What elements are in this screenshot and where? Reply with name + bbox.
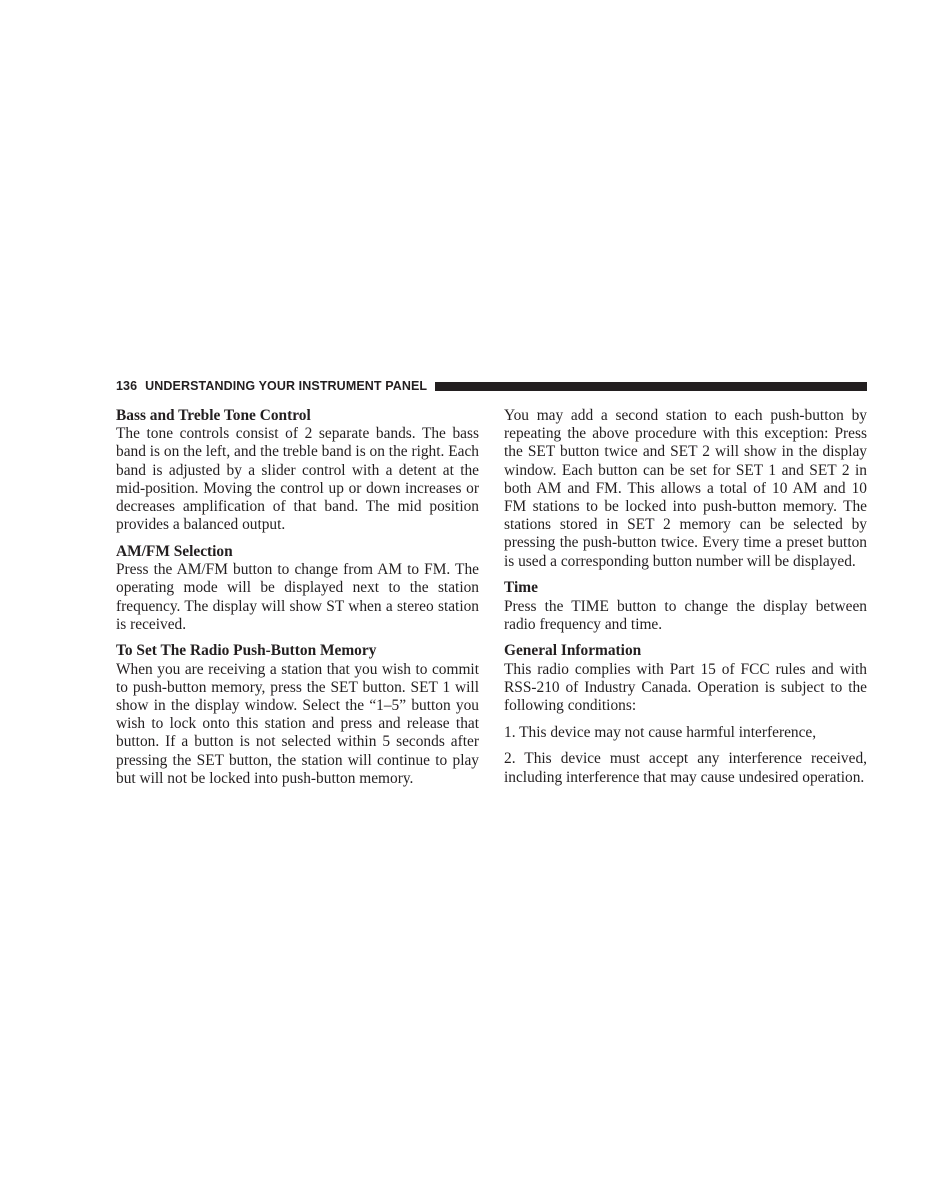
section-amfm: [116, 543, 479, 634]
section-time: [504, 579, 867, 634]
heading-amfm: AM/FM Selection: [116, 542, 233, 560]
paragraph-amfm: Press the AM/FM button to change from AM to FM. The operating mode will be displayed next to the station frequency. The display will show ST when a stereo station is received.: [116, 561, 479, 633]
page-header: [116, 378, 867, 394]
heading-general: General Information: [504, 642, 642, 660]
section-title: UNDERSTANDING YOUR INSTRUMENT PANEL: [145, 379, 428, 393]
header-rule: [435, 382, 867, 391]
paragraph-set-memory: When you are receiving a station that you wish to commit to push-button memory, press the SET button. SET 1 will show in the display window. Select the “1–5” button you wish to lock onto this station and press and release that button. If a button is not selected within 5 seconds after pressing the SET button, the station will continue to play but will not be locked into push-button memory.: [116, 660, 479, 787]
heading-time: Time: [504, 579, 538, 597]
right-column: [504, 407, 867, 795]
page-number: 136: [116, 379, 138, 393]
section-second-station: [504, 407, 867, 571]
section-general: [504, 642, 867, 715]
heading-bass-treble: Bass and Treble Tone Control: [116, 407, 311, 424]
paragraph-second-station: You may add a second station to each push-button by repeating the above procedure with this exception: Press the SET button twice and SET 2 will show in the display window. Each button can be set for SET 1 and SET 2 in both AM and FM. This allows a total of 10 AM and 10 FM stations to be locked into push-button memory. The stations stored in SET 2 memory can be selected by pressing the push-button twice. Every time a preset button is used a corresponding button number will be displayed.: [504, 407, 867, 570]
heading-set-memory: To Set The Radio Push-Button Memory: [116, 642, 377, 660]
paragraph-time: Press the TIME button to change the display between radio frequency and time.: [504, 597, 867, 633]
section-set-memory: [116, 642, 479, 788]
section-bass-treble: [116, 407, 479, 534]
paragraph-bass-treble: The tone controls consist of 2 separate bands. The bass band is on the left, and the treble band is on the right. Each band is adjusted by a slider control with a detent at the mid-position. Moving the control up or down increases or decreases amplification of that band. The mid position provides a balanced output.: [116, 425, 479, 534]
paragraph-general: This radio complies with Part 15 of FCC rules and with RSS-210 of Industry Canada. Operation is subject to the following conditions:: [504, 660, 867, 715]
list-item: 1. This device may not cause harmful interference,: [504, 723, 817, 741]
left-column: [116, 407, 479, 797]
list-item: 2. This device must accept any interference received, including interference that may cause undesired operation.: [504, 750, 867, 786]
